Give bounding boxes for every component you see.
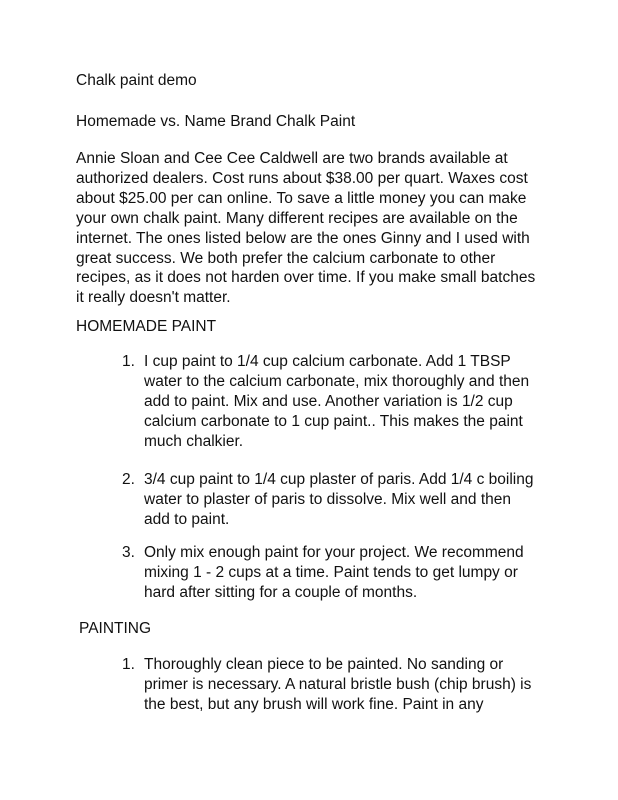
list-item-text — [144, 655, 544, 715]
list-item-number: 1. — [122, 656, 135, 673]
list-item-line: much chalkier. — [144, 432, 244, 450]
list-item-line: 3/4 cup paint to 1/4 cup plaster of paris. Add 1/4 c boiling — [144, 471, 534, 488]
list-item-line: water to the calcium carbonate, mix thoroughly and then — [144, 372, 530, 390]
section-heading-homemade: HOMEMADE PAINT — [76, 318, 217, 335]
list-item-text — [144, 470, 544, 530]
section-heading-painting: PAINTING — [79, 620, 152, 637]
list-item-line: the best, but any brush will work fine. Paint in any — [144, 695, 484, 713]
list-item-line: hard after sitting for a couple of months. — [144, 583, 418, 601]
list-item-line: add to paint. Mix and use. Another variation is 1/2 cup — [144, 392, 513, 410]
list-item-text — [144, 352, 544, 452]
intro-line: about $25.00 per can online. To save a little money you can make — [76, 189, 527, 207]
list-item-line: I cup paint to 1/4 cup calcium carbonate. Add 1 TBSP — [144, 353, 511, 370]
list-item-number: 2. — [122, 471, 135, 488]
intro-line: your own chalk paint. Many different recipes are available on the — [76, 209, 518, 227]
list-item-number: 1. — [122, 353, 135, 370]
list-item-text — [144, 543, 544, 603]
list-item-line: calcium carbonate to 1 cup paint.. This makes the paint — [144, 412, 523, 430]
list-item-line: water to plaster of paris to dissolve. Mix well and then — [144, 490, 512, 508]
intro-line: internet. The ones listed below are the ones Ginny and I used with — [76, 229, 530, 247]
list-item-line: mixing 1 - 2 cups at a time. Paint tends to get lumpy or — [144, 563, 518, 581]
list-item-line: Only mix enough paint for your project. We recommend — [144, 544, 524, 561]
document-title: Chalk paint demo — [76, 72, 197, 89]
intro-line: Annie Sloan and Cee Cee Caldwell are two brands available at — [76, 150, 508, 167]
list-item-number: 3. — [122, 544, 135, 561]
list-item-line: Thoroughly clean piece to be painted. No sanding or — [144, 656, 504, 673]
document-subtitle: Homemade vs. Name Brand Chalk Paint — [76, 113, 356, 130]
intro-line: great success. We both prefer the calcium carbonate to other — [76, 249, 496, 267]
list-item-line: add to paint. — [144, 510, 230, 528]
intro-line: recipes, as it does not harden over time. If you make small batches — [76, 269, 536, 287]
intro-paragraph — [76, 149, 546, 308]
intro-line: authorized dealers. Cost runs about $38.00 per quart. Waxes cost — [76, 169, 528, 187]
intro-line: it really doesn't matter. — [76, 289, 231, 307]
list-item-line: primer is necessary. A natural bristle bush (chip brush) is — [144, 675, 532, 693]
